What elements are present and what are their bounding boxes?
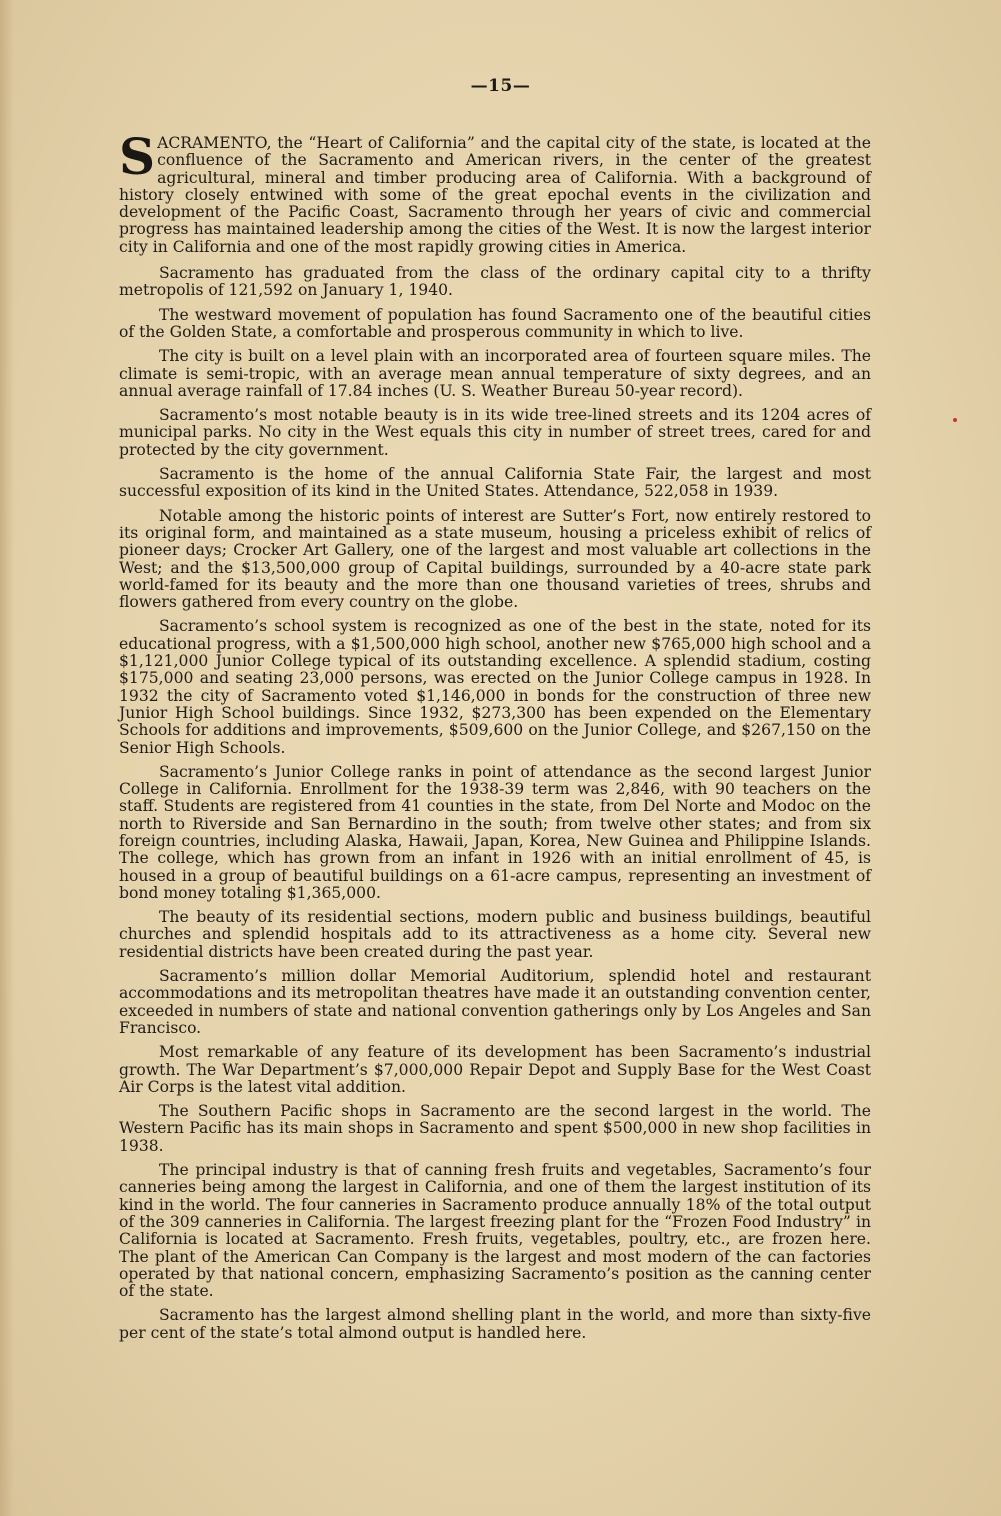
paragraph-industrial-growth: Most remarkable of any feature of its development has been Sacramento’s industrial growth. The War Department’s $7,000,000 Repair Depot and Supply Base for the West Coast Air Corps is the latest vital addition. — [119, 1043, 871, 1096]
page-edge-shadow — [0, 0, 14, 1516]
paragraph-historic-points: Notable among the historic points of interest are Sutter’s Fort, now entirely restored to its original form, and maintained as a state museum, housing a priceless exhibit of relics of pioneer days; Crocker Art Gallery, one of the largest and most valuable art collections in the West; and the $13,500,000 group of Capital buildings, surrounded by a 40-acre state park world-famed for its beauty and the more than one thousand varieties of trees, shrubs and flowers gathered from every country on the globe. — [119, 506, 871, 612]
lead-paragraph — [119, 127, 871, 256]
paragraph-auditorium: Sacramento’s million dollar Memorial Auditorium, splendid hotel and restaurant accommodations and its metropolitan theatres have made it an outstanding convention center, exceeded in numbers of state and national convention gatherings only by Los Angeles and San Francisco. — [119, 967, 871, 1037]
paragraph-parks: Sacramento’s most notable beauty is in its wide tree-lined streets and its 1204 acres of municipal parks. No city in the West equals this city in number of street trees, cared for and protected by the city government. — [119, 406, 871, 459]
paragraph-school-system: Sacramento’s school system is recognized as one of the best in the state, noted for its educational progress, with a $1,500,000 high school, another new $765,000 high school and a $1,121,000 Junior College typical of its outstanding excellence. A splendid stadium, costing $175,000 and seating 23,000 persons, was erected on the Junior College campus in 1928. In 1932 the city of Sacramento voted $1,146,000 in bonds for the construction of three new Junior High School buildings. Since 1932, $273,300 has been expended on the Elementary Schools for additions and improvements, $509,600 on the Junior College, and $267,150 on the Senior High Schools. — [119, 617, 871, 757]
paragraph-junior-college: Sacramento’s Junior College ranks in point of attendance as the second largest Junior College in California. Enrollment for the 1938-39 term was 2,846, with 90 teachers on the staff. Students are registered from 41 counties in the state, from Del Norte and Modoc on the north to Riverside and San Bernardino in the south; from twelve other states; and from six foreign countries, including Alaska, Hawaii, Japan, Korea, New Guinea and Philippine Islands. The college, which has grown from an infant in 1926 with an initial enrollment of 45, is housed in a group of beautiful buildings on a 61-acre campus, representing an investment of bond money totaling $1,365,000. — [119, 762, 871, 902]
paragraph-residential: The beauty of its residential sections, modern public and business buildings, beautiful churches and splendid hospitals add to its attractiveness as a home city. Several new residential districts have been created during the past year. — [119, 908, 871, 961]
paragraph-almond-plant: Sacramento has the largest almond shelling plant in the world, and more than sixty-five per cent of the state’s total almond output is handled here. — [119, 1306, 871, 1342]
page-number: —15— — [470, 76, 531, 96]
paragraph-state-fair: Sacramento is the home of the annual California State Fair, the largest and most successful exposition of its kind in the United States. Attendance, 522,058 in 1939. — [119, 465, 871, 501]
paragraph-canning-industry: The principal industry is that of canning fresh fruits and vegetables, Sacramento’s four canneries being among the largest in California, and one of them the largest institution of its kind in the world. The four canneries in Sacramento produce annually 18% of the total output of the 309 canneries in California. The largest freezing plant for the “Frozen Food Industry” in California is located at Sacramento. Fresh fruits, vegetables, poultry, etc., are frozen here. The plant of the American Can Company is the largest and most modern of the can factories operated by that national concern, emphasizing Sacramento’s position as the canning center of the state. — [119, 1161, 871, 1301]
paragraph-population: The westward movement of population has found Sacramento one of the beautiful cities of the Golden State, a comfortable and prosperous community in which to live. — [119, 305, 871, 341]
paragraph-metropolis: Sacramento has graduated from the class of the ordinary capital city to a thrifty metropolis of 121,592 on January 1, 1940. — [119, 264, 871, 300]
article-body — [119, 127, 871, 1349]
paragraph-railroad-shops: The Southern Pacific shops in Sacramento are the second largest in the world. The Western Pacific has its main shops in Sacramento and spent $500,000 in new shop facilities in 1938. — [119, 1102, 871, 1155]
ink-speck — [953, 418, 957, 422]
drop-cap: S — [119, 127, 156, 186]
lead-paragraph-text: ACRAMENTO, the “Heart of California” and the capital city of the state, is located at the confluence of the Sacramento and American rivers, in the center of the greatest agricultural, mineral and timber producing area of California. With a background of history closely entwined with some of the great epochal events in the civilization and development of the Pacific Coast, Sacramento through her years of civic and commercial progress has maintained leadership among the cities of the West. It is now the largest interior city in California and one of the most rapidly growing cities in America. — [119, 134, 871, 256]
paragraph-climate: The city is built on a level plain with an incorporated area of fourteen square miles. The climate is semi-tropic, with an average mean annual temperature of sixty degrees, and an annual average rainfall of 17.84 inches (U. S. Weather Bureau 50-year record). — [119, 347, 871, 400]
